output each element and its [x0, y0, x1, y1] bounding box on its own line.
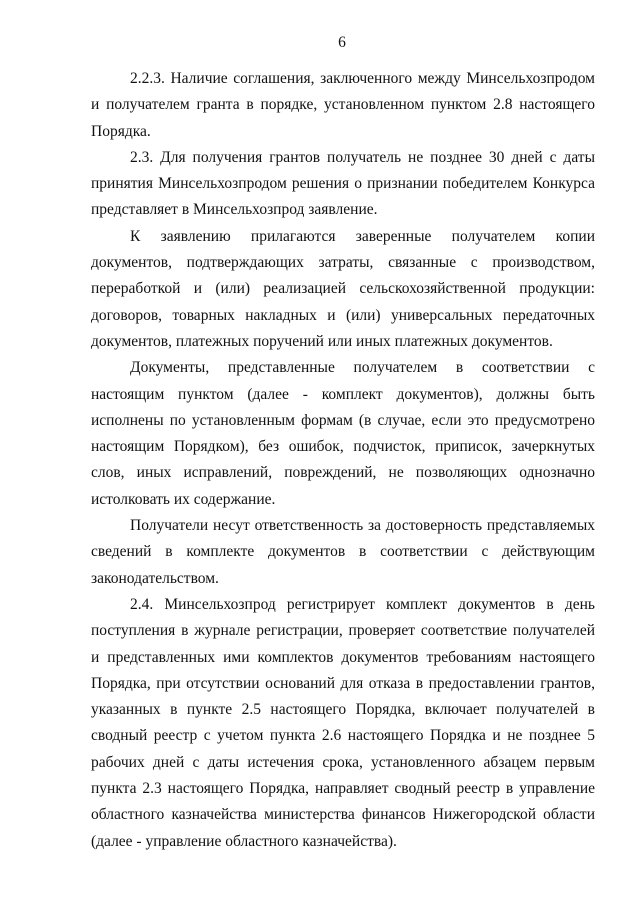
page-number: 6	[338, 34, 346, 51]
paragraph-attachments: К заявлению прилагаются заверенные получателем копии документов, подтверждающих затраты, связанные с производством, переработкой и (или) реализацией сельскохозяйственной продукции: договоров, товарных накладных и (или) универсальных передаточных документов, платежных поручений или иных платежных документов.	[91, 227, 595, 350]
document-body	[91, 66, 595, 855]
paragraph-2-2-3: 2.2.3. Наличие соглашения, заключенного между Минсельхозпродом и получателем гранта в порядке, установленном пунктом 2.8 настоящего Порядка.	[91, 70, 595, 140]
paragraph-2-3: 2.3. Для получения грантов получатель не позднее 30 дней с даты принятия Минсельхозпродом решения о признании победителем Конкурса представляет в Минсельхозпрод заявление.	[91, 148, 595, 219]
paragraph-document-requirements: Документы, представленные получателем в соответствии с настоящим пунктом (далее - комплект документов), должны быть исполнены по установленным формам (в случае, если это предусмотрено настоящим Порядком), без ошибок, подчисток, приписок, зачеркнутых слов, иных исправлений, повреждений, не позволяющих однозначно истолковать их содержание.	[91, 359, 595, 508]
paragraph-responsibility: Получатели несут ответственность за достоверность представляемых сведений в комплекте документов в соответствии с действующим законодательством.	[91, 517, 595, 587]
paragraph-2-4: 2.4. Минсельхозпрод регистрирует комплект документов в день поступления в журнале регистрации, проверяет соответствие получателей и представленных ими комплектов документов требованиям настоящего Порядка, при отсутствии оснований для отказа в предоставлении грантов, указанных в пункте 2.5 настоящего Порядка, включает получателей в сводный реестр с учетом пункта 2.6 настоящего Порядка и не позднее 5 рабочих дней с даты истечения срока, установленного абзацем первым пункта 2.3 настоящего Порядка, направляет сводный реестр в управление областного казначейства министерства финансов Нижегородской области (далее - управление областного казначейства).	[91, 595, 595, 850]
